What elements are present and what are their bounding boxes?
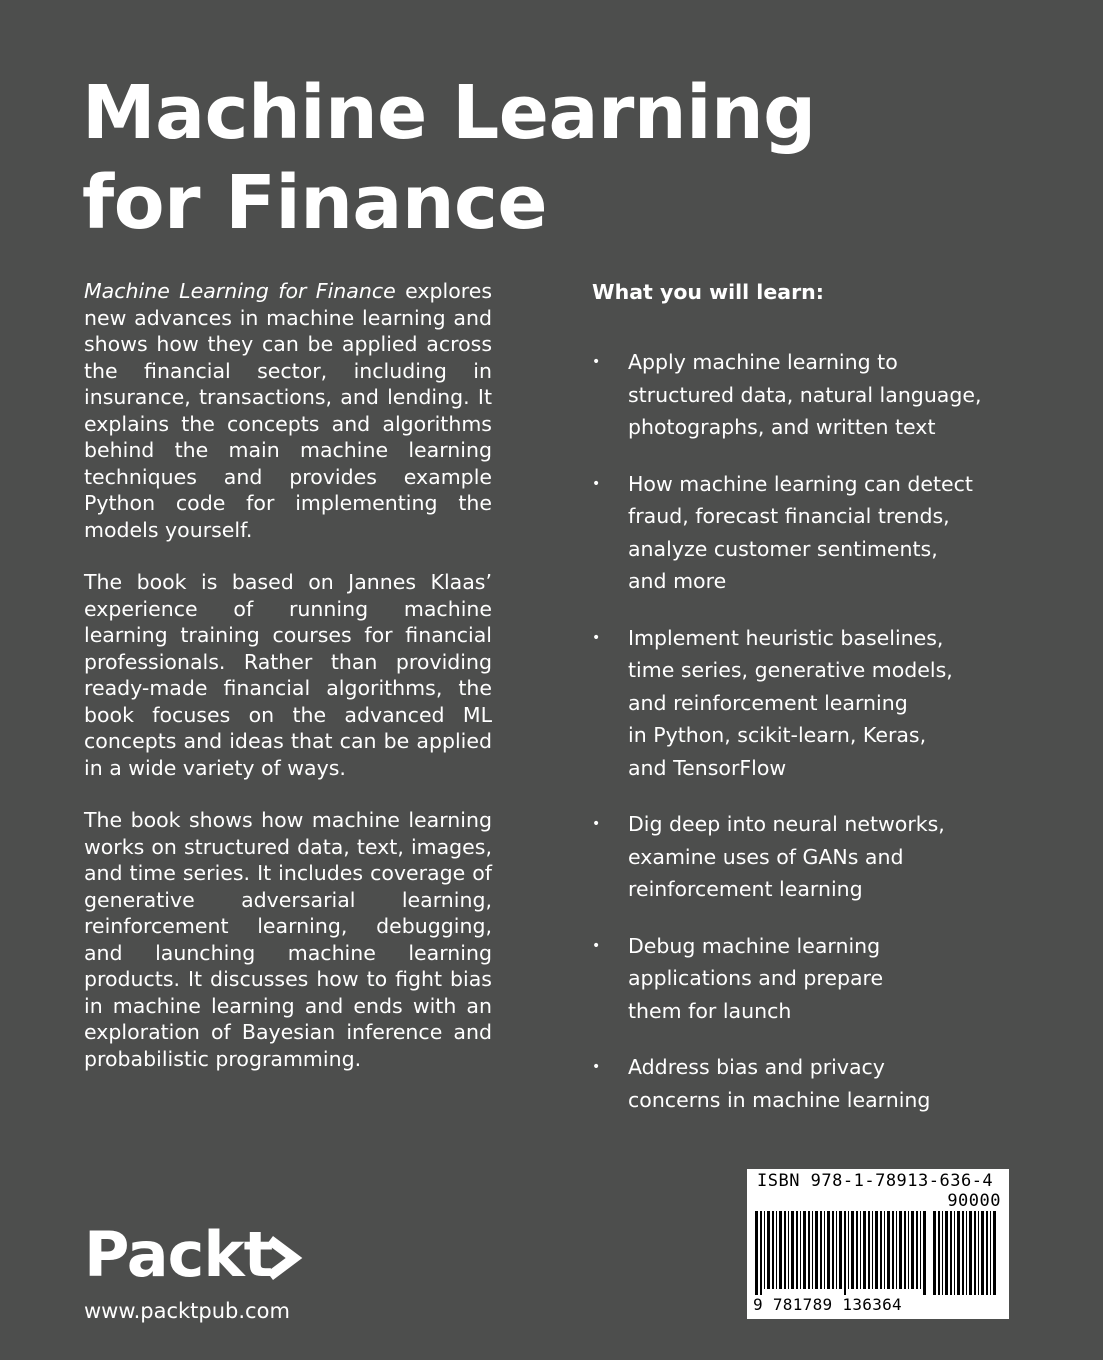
learn-item-line: Dig deep into neural networks, — [628, 812, 945, 836]
barcode-bar — [954, 1211, 955, 1295]
learn-list — [592, 346, 1012, 1116]
learn-item-line: reinforcement learning — [628, 877, 863, 901]
barcode-bar — [827, 1211, 830, 1289]
barcode-bar — [911, 1211, 914, 1289]
barcode-bar — [993, 1211, 996, 1295]
learn-item-line: Address bias and privacy — [628, 1055, 885, 1079]
learn-item-line: concerns in machine learning — [628, 1087, 931, 1112]
learn-item-line: them for launch — [628, 998, 792, 1023]
barcode-bar — [950, 1211, 952, 1295]
packt-logo-wordmark: Packt — [84, 1218, 273, 1291]
barcode-bar — [938, 1211, 940, 1295]
barcode-bar — [892, 1211, 894, 1289]
learn-item-line: in Python, scikit-learn, Keras, — [628, 723, 927, 747]
barcode-bar — [824, 1211, 825, 1289]
barcode-bar — [990, 1211, 991, 1295]
barcode-bar — [880, 1211, 882, 1289]
learn-item-line: photographs, and written text — [628, 415, 936, 439]
addon-barcode-bars — [933, 1211, 999, 1295]
barcode-bar — [896, 1211, 897, 1289]
learn-item-line: time series, generative models, — [628, 658, 953, 682]
barcode-bar — [796, 1211, 798, 1289]
learn-item-line: Debug machine learning — [628, 933, 881, 958]
price-code: 90000 — [947, 1191, 1001, 1211]
barcode-bar — [820, 1211, 822, 1289]
description-paragraph-1 — [84, 278, 492, 543]
barcode-bar — [851, 1211, 854, 1289]
learn-item-line: Implement heuristic baselines, — [628, 625, 944, 650]
learn-item-line: applications and prepare — [628, 966, 884, 990]
barcode-bar — [760, 1211, 762, 1295]
description-paragraph-2: The book is based on Jannes Klaas’ experience of running machine learning training courses for financial professionals. Rather than providing ready-made financial algorithms, the book focuses on the advanced ML concepts and ideas that can be applied in a wide variety of ways. — [84, 570, 492, 780]
barcode-bar — [772, 1211, 774, 1289]
barcode-bar — [899, 1211, 902, 1289]
learn-column — [592, 278, 1012, 1140]
book-title-line-2: for Finance — [82, 160, 548, 246]
barcode-bar — [803, 1211, 806, 1289]
barcode-bar — [860, 1211, 861, 1289]
barcode-bar — [832, 1211, 834, 1289]
barcode-bar — [923, 1211, 926, 1295]
learn-item-line: and reinforcement learning — [628, 690, 908, 715]
learn-heading: What you will learn: — [592, 280, 824, 304]
packt-logo-chevron-icon — [270, 1240, 294, 1276]
barcode-bar — [791, 1211, 794, 1289]
barcode-bar — [978, 1211, 979, 1295]
bullet-icon: • — [592, 1059, 601, 1075]
learn-item-line: structured data, natural language, — [628, 382, 982, 407]
description-book-title: Machine Learning for Finance — [84, 279, 396, 303]
description-paragraph-3: The book shows how machine learning works on structured data, text, images, and time series. It includes coverage of generative adversarial learning, reinforcement learning, debugging, and launching machine learning products. It discusses how to fight bias in machine learning and ends with an exploration of Bayesian inference and probabilistic programming. — [84, 808, 492, 1071]
book-title-line-1: Machine Learning — [82, 70, 816, 156]
barcode-bar — [779, 1211, 782, 1289]
barcode-bar — [808, 1211, 810, 1289]
barcode-bar — [966, 1211, 967, 1295]
barcode-bar — [875, 1211, 878, 1289]
learn-item-line: and more — [628, 569, 727, 593]
learn-item — [592, 930, 1012, 1028]
barcode-bar — [848, 1211, 849, 1289]
barcode-bar — [957, 1211, 960, 1295]
description-column — [84, 278, 492, 1098]
barcode-bar — [788, 1211, 789, 1289]
barcode-bar — [868, 1211, 870, 1289]
learn-item — [592, 468, 1012, 598]
learn-item-line: and TensorFlow — [628, 755, 787, 780]
learn-item — [592, 808, 1012, 906]
barcode-bar — [836, 1211, 837, 1289]
isbn-number: ISBN 978-1-78913-636-4 — [757, 1171, 994, 1191]
barcode-bar — [981, 1211, 984, 1295]
barcode-bar — [908, 1211, 909, 1289]
learn-item-line: Apply machine learning to — [628, 350, 898, 374]
barcode-bar — [844, 1211, 846, 1295]
barcode-bar — [863, 1211, 866, 1289]
description-paragraph-1-text: explores new advances in machine learning and shows how they can be applied across the financial sector, including in insurance, transactions, and lending. It explains the concepts and algorithms behind the main machine learning techniques and provides example Python code for implementing the models yourself. — [84, 279, 493, 542]
isbn-barcode — [747, 1169, 1009, 1319]
ean-barcode-bars — [755, 1211, 929, 1295]
barcode-bar — [872, 1211, 873, 1289]
barcode-bar — [962, 1211, 964, 1295]
barcode-bar — [755, 1211, 758, 1295]
bullet-icon: • — [592, 629, 601, 646]
bullet-icon: • — [592, 475, 601, 492]
barcode-bar — [764, 1211, 765, 1289]
bullet-icon: • — [592, 937, 601, 954]
barcode-bar — [767, 1211, 770, 1289]
learn-item-line: analyze customer sentiments, — [628, 536, 938, 561]
barcode-bar — [974, 1211, 976, 1295]
barcode-bar — [800, 1211, 801, 1289]
barcode-bar — [776, 1211, 777, 1289]
barcode-bar — [812, 1211, 813, 1289]
learn-item-line: examine uses of GANs and — [628, 844, 904, 869]
barcode-bar — [856, 1211, 858, 1289]
barcode-bar — [784, 1211, 786, 1289]
learn-item-line: fraud, forecast financial trends, — [628, 504, 950, 528]
learn-item — [592, 1051, 1012, 1116]
bullet-icon: • — [592, 354, 601, 370]
learn-item-line: How machine learning can detect — [628, 471, 973, 496]
barcode-bar — [884, 1211, 885, 1289]
barcode-bar — [839, 1211, 842, 1289]
barcode-bar — [904, 1211, 906, 1289]
barcode-bar — [942, 1211, 943, 1295]
barcode-bar — [933, 1211, 936, 1295]
barcode-bar — [815, 1211, 818, 1289]
book-title — [82, 68, 1042, 248]
barcode-bar — [920, 1211, 921, 1289]
barcode-bar — [945, 1211, 948, 1295]
ean-digits: 9 781789 136364 — [753, 1295, 902, 1314]
bullet-icon: • — [592, 816, 601, 832]
barcode-bar — [986, 1211, 988, 1295]
learn-item — [592, 346, 1012, 444]
barcode-bar — [887, 1211, 890, 1289]
barcode-bar — [916, 1211, 918, 1289]
barcode-bar — [969, 1211, 972, 1295]
packt-logo — [84, 1218, 304, 1292]
publisher-url: www.packtpub.com — [84, 1299, 290, 1323]
learn-item — [592, 622, 1012, 785]
